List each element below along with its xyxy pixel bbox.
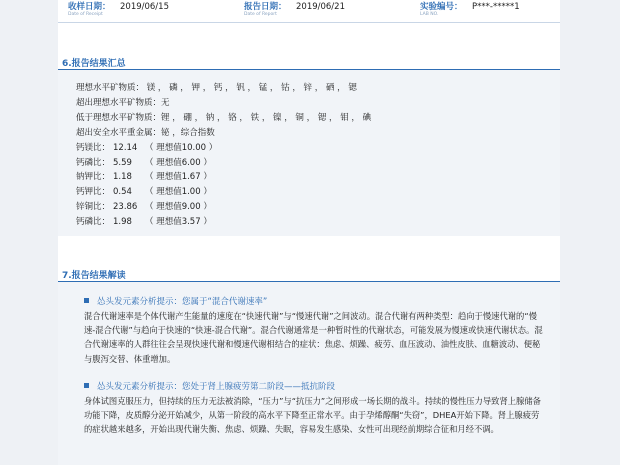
ratio-value: 12.14 bbox=[113, 143, 138, 153]
report-date-label bbox=[244, 2, 287, 18]
interpretation-heading bbox=[84, 297, 267, 308]
ratio-name: 钙磷比： bbox=[76, 217, 111, 227]
ratio-row bbox=[76, 202, 212, 213]
interpretation-box bbox=[58, 282, 560, 465]
ratio-value: 23.86 bbox=[113, 202, 138, 212]
ratio-row bbox=[76, 217, 212, 228]
receipt-date-label bbox=[68, 2, 111, 18]
summary-line: 低于理想水平矿物质：锂 ， 硼 ， 钠 ， 铬 ， 铁 ， 镍 ， 铜 ， 锶 ， 钼 ， 碘 bbox=[76, 113, 372, 123]
ratio-ideal: （ 理想值6.00 ） bbox=[145, 158, 212, 168]
lab-no-label bbox=[420, 2, 463, 18]
ratio-row bbox=[76, 187, 212, 198]
receipt-date-value: 2019/06/15 bbox=[120, 2, 169, 12]
receipt-label-text: 收样日期： bbox=[68, 2, 111, 12]
lab-no-value: P***-*****1 bbox=[472, 2, 520, 12]
interpretation-paragraph: 身体试图克服压力，但持续的压力无法被消除，“压力”与“抗压力”之间形成一场长期的战斗。持续的慢性压力导致肾上腺储备功能下降，皮质醇分泌开始减少，从第一阶段的高水平下降至正常水平。由于孕烯醇酮“失窃”，DHEA开始下降。肾上腺疲劳的症状越来越多，开始出现代谢失衡、焦虑、烦躁、失眠，容易发生感染、女性可出现经前期综合征和月经不调。 bbox=[84, 396, 541, 435]
report-page bbox=[58, 0, 560, 465]
report-label-text: 报告日期： bbox=[244, 2, 287, 12]
interpretation-heading-text: 怂头发元素分析提示：您处于肾上腺疲劳第二阶段——抵抗阶段 bbox=[97, 382, 336, 392]
report-label-sub: Date of Report bbox=[244, 12, 277, 17]
ratio-row bbox=[76, 172, 212, 183]
receipt-label-sub: Date of Receipt bbox=[68, 12, 103, 17]
report-date-value: 2019/06/21 bbox=[296, 2, 345, 12]
ratio-row bbox=[76, 158, 212, 169]
interpretation-heading-text: 怂头发元素分析提示：您属于“混合代谢速率” bbox=[97, 297, 268, 307]
ratio-ideal: （ 理想值9.00 ） bbox=[145, 202, 212, 212]
summary-line: 超出理想水平矿物质：无 bbox=[76, 98, 170, 108]
ratio-name: 钠钾比： bbox=[76, 172, 111, 182]
square-bullet-icon bbox=[84, 298, 89, 303]
ratio-value: 1.18 bbox=[113, 172, 132, 182]
ratio-value: 0.54 bbox=[113, 187, 132, 197]
square-bullet-icon bbox=[84, 383, 89, 388]
ratio-value: 5.59 bbox=[113, 158, 132, 168]
interpretation-heading bbox=[84, 382, 335, 393]
interpretation-paragraph: 混合代谢速率是个体代谢产生能量的速度在“快速代谢”与“慢速代谢”之间波动。混合代谢有两种类型：趋向于慢速代谢的“慢速-混合代谢”与趋向于快速的“快速-混合代谢”。混合代谢通常是一种暂时性的代谢状态，可能发展为慢速或快速代谢状态。混合代谢速率的人群往往会呈现快速代谢和慢速代谢相结合的症状：焦虑、烦躁、疲劳、血压波动、油性皮肤、血糖波动、便秘与腹泻交替、体重增加。 bbox=[84, 311, 543, 364]
summary-line: 超出安全水平重金属：铋 ，综合指数 bbox=[76, 128, 215, 138]
ratio-name: 钙镁比： bbox=[76, 143, 111, 153]
section-interpretation-title: 7.报告结果解读 bbox=[62, 271, 126, 281]
ratio-ideal: （ 理想值1.67 ） bbox=[145, 172, 212, 182]
section-summary-title: 6.报告结果汇总 bbox=[62, 59, 126, 69]
ratio-ideal: （ 理想值1.00 ） bbox=[145, 187, 212, 197]
lab-label-text: 实验编号： bbox=[420, 2, 463, 12]
summary-box bbox=[58, 70, 560, 236]
report-header bbox=[58, 0, 560, 23]
summary-line: 理想水平矿物质： 镁 ， 磷 ， 钾 ， 钙 ， 钒 ， 锰 ， 钴 ， 锌 ， 硒 ， 锶 bbox=[76, 83, 357, 93]
ratio-value: 1.98 bbox=[113, 217, 132, 227]
ratio-name: 钙磷比： bbox=[76, 158, 111, 168]
ratio-name: 锌铜比： bbox=[76, 202, 111, 212]
ratio-ideal: （ 理想值3.57 ） bbox=[145, 217, 212, 227]
ratio-ideal: （ 理想值10.00 ） bbox=[145, 143, 218, 153]
ratio-row bbox=[76, 143, 217, 154]
ratio-name: 钙钾比： bbox=[76, 187, 111, 197]
lab-label-sub: LAB NO. bbox=[420, 12, 439, 17]
